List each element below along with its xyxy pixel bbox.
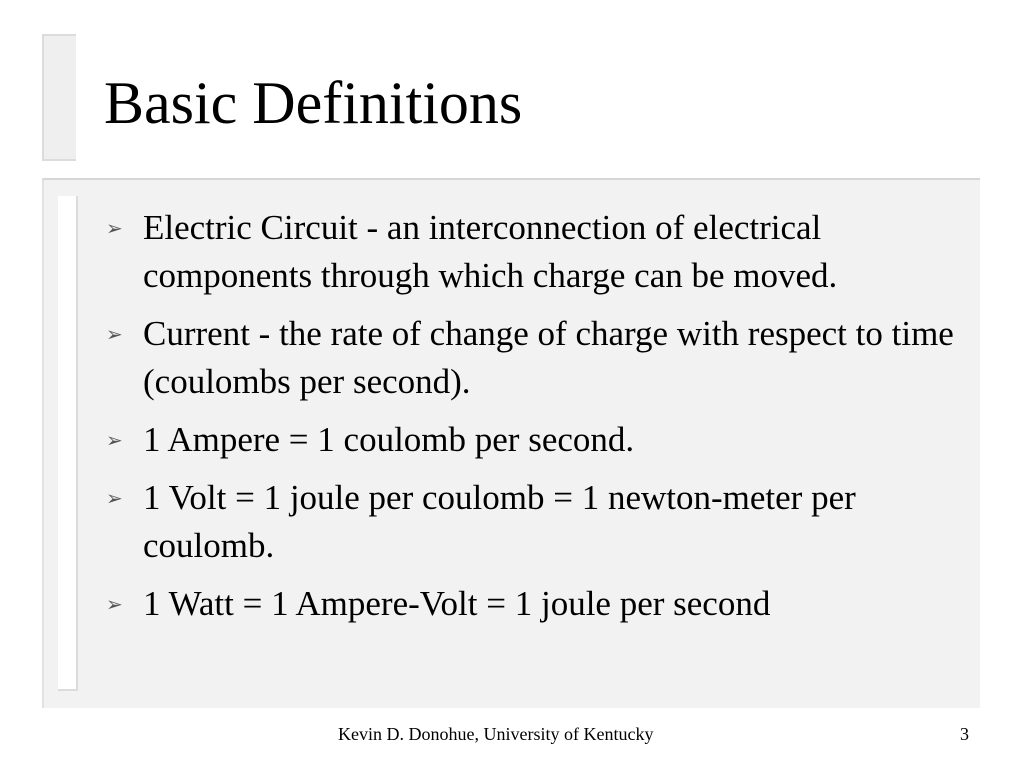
arrow-bullet-icon: ➢ bbox=[106, 486, 123, 510]
arrow-bullet-icon: ➢ bbox=[106, 592, 123, 616]
footer-author: Kevin D. Donohue, University of Kentucky bbox=[338, 724, 654, 744]
arrow-bullet-icon: ➢ bbox=[106, 322, 123, 346]
title-accent-bar bbox=[42, 34, 76, 161]
bullet-item bbox=[104, 474, 964, 570]
bullet-list bbox=[104, 204, 964, 638]
bullet-text: 1 Volt = 1 joule per coulomb = 1 newton-meter per coulomb. bbox=[143, 478, 856, 565]
bullet-text: 1 Watt = 1 Ampere-Volt = 1 joule per second bbox=[143, 584, 771, 623]
bullet-text: Electric Circuit - an interconnection of electrical components through which charge can be moved. bbox=[143, 208, 838, 295]
bullet-item bbox=[104, 580, 964, 628]
bullet-item bbox=[104, 204, 964, 300]
content-accent-bar bbox=[58, 196, 78, 691]
bullet-text: Current - the rate of change of charge with respect to time (coulombs per second). bbox=[143, 314, 954, 401]
bullet-item bbox=[104, 416, 964, 464]
bullet-item bbox=[104, 310, 964, 406]
bullet-text: 1 Ampere = 1 coulomb per second. bbox=[143, 420, 635, 459]
slide-title: Basic Definitions bbox=[104, 70, 523, 136]
arrow-bullet-icon: ➢ bbox=[106, 428, 123, 452]
arrow-bullet-icon: ➢ bbox=[106, 216, 123, 240]
page-number: 3 bbox=[960, 724, 969, 744]
